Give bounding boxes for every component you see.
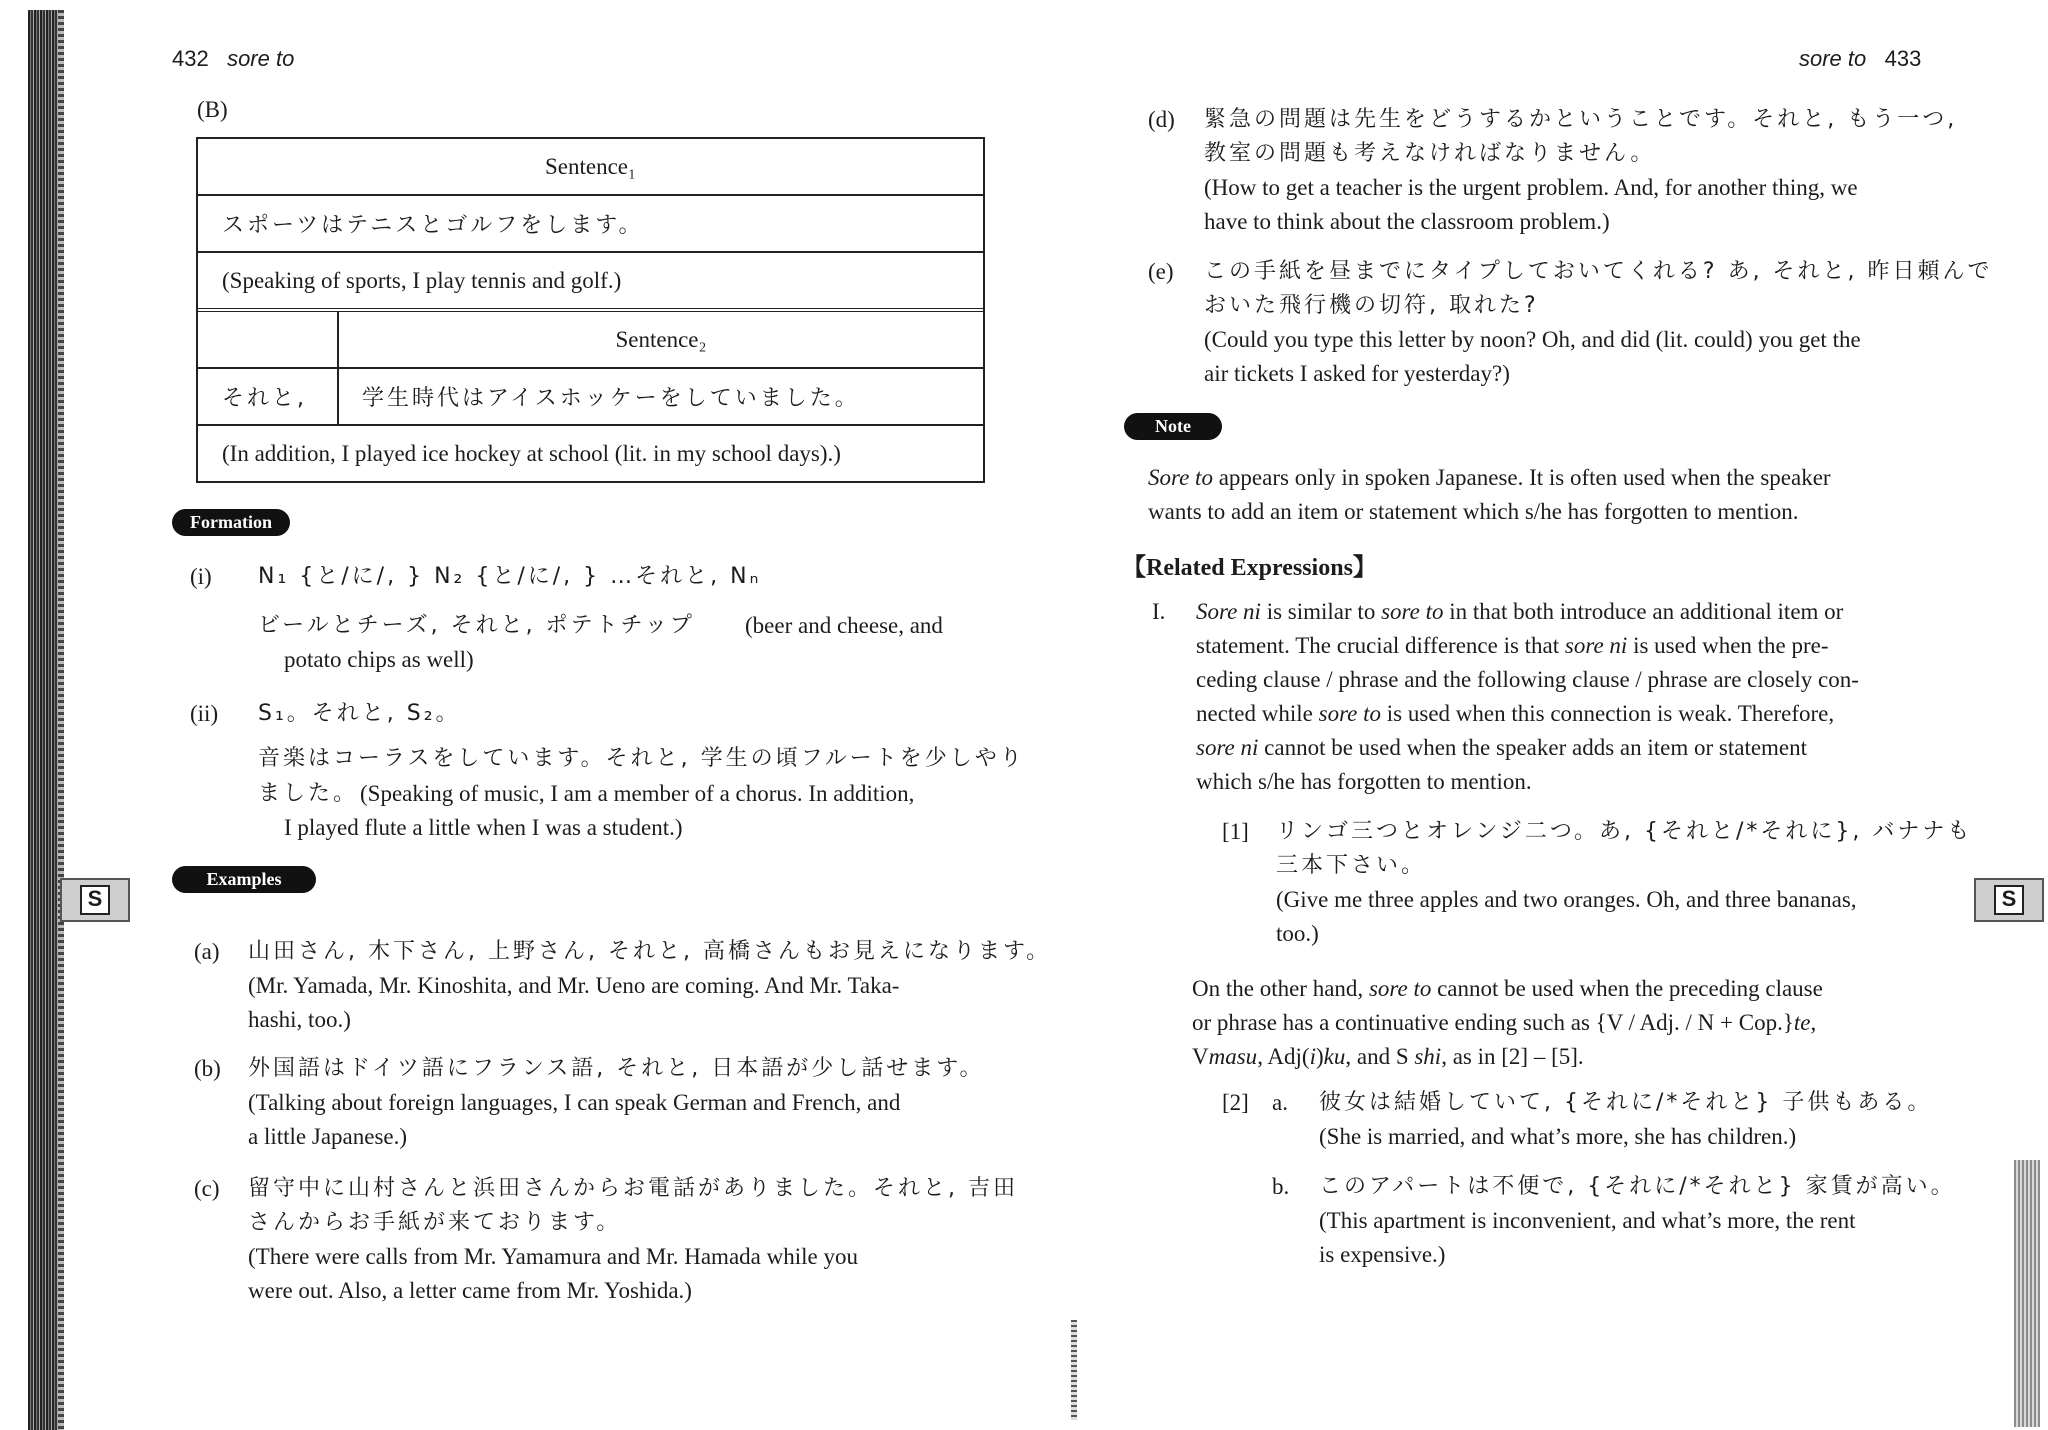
example-a-jp: 山田さん, 木下さん, 上野さん, それと, 高橋さんもお見えになります。 (248, 939, 1052, 964)
formation-ii-pattern: S₁。それと, S₂。 (258, 701, 461, 726)
note-line-2: wants to add an item or statement which s/he has forgotten to mention. (1148, 499, 1799, 524)
table-divider (337, 369, 339, 424)
related-I-line: sore ni cannot be used when the speaker adds an item or statement (1196, 735, 1808, 760)
example-e-label: (e) (1148, 259, 1174, 284)
other-hand-line: On the other hand, sore to cannot be used when the preceding clause (1192, 976, 1823, 1001)
sentence2-conj: それと, (222, 386, 307, 411)
sentence2-jp: 学生時代はアイスホッケーをしていました。 (362, 386, 860, 411)
example-d-jp-2: 教室の問題も考えなければなりません。 (1204, 141, 1656, 166)
section-label: (B) (197, 97, 228, 122)
sentence-table (196, 137, 985, 483)
sentence1-en: (Speaking of sports, I play tennis and golf.) (222, 267, 622, 293)
example-e-jp: この手紙を昼までにタイプしておいてくれる? あ, それと, 昨日頼んで (1204, 259, 1993, 284)
formation-ii-example-en-2: I played flute a little when I was a student.) (284, 815, 683, 840)
sentence1-jp: スポーツはテニスとゴルフをします。 (222, 213, 644, 238)
related-I-line: Sore ni is similar to sore to in that both introduce an additional item or (1196, 599, 1844, 624)
example-2b-jp: このアパートは不便で, {それに/*それと} 家賃が高い。 (1319, 1174, 1956, 1199)
example-1-en-2: too.) (1276, 921, 1319, 946)
section-tab-letter: S (1994, 885, 2024, 915)
formation-i-num: (i) (190, 564, 212, 589)
formation-i-example-en-2: potato chips as well) (284, 647, 474, 672)
example-e-en-2: air tickets I asked for yesterday?) (1204, 361, 1510, 386)
example-a-label: (a) (194, 939, 220, 964)
related-I-line: statement. The crucial difference is that sore ni is used when the pre- (1196, 633, 1829, 658)
table-row (198, 312, 983, 369)
formation-ii-example-jp: 音楽はコーラスをしています。それと, 学生の頃フルートを少しやり (258, 746, 1025, 771)
example-d-label: (d) (1148, 107, 1175, 132)
note-pill: Note (1124, 413, 1222, 440)
left-page-number: 432 (172, 46, 209, 71)
formation-ii-example-en: (Speaking of music, I am a member of a chorus. In addition, (360, 781, 915, 806)
table-row (198, 139, 983, 196)
note-line-1 (1148, 461, 1831, 495)
example-d-en: (How to get a teacher is the urgent problem. And, for another thing, we (1204, 175, 1858, 200)
sentence2-header: Sentence₂ (615, 326, 707, 352)
example-2a-en: (She is married, and what’s more, she has children.) (1319, 1124, 1797, 1149)
right-running-title: sore to (1799, 46, 1867, 71)
examples-pill: Examples (172, 866, 316, 893)
sentence1-header: Sentence₁ (544, 153, 637, 179)
formation-i-pattern: N₁ {と/に/, } N₂ {と/に/, } …それと, Nₙ (258, 564, 762, 589)
other-hand-line: Vmasu, Adj(i)ku, and S shi, as in [2] – [5]. (1192, 1044, 1584, 1069)
related-I-line: nected while sore to is used when this connection is weak. Therefore, (1196, 701, 1835, 726)
related-I-line: ceding clause / phrase and the following clause / phrase are closely con- (1196, 667, 1859, 692)
section-tab-right (1974, 878, 2044, 922)
formation-ii-example-jp-2: ました。 (258, 781, 359, 806)
example-1-jp: リンゴ三つとオレンジ二つ。あ, {それと/*それに}, バナナも (1276, 819, 1973, 844)
example-2a-label: a. (1272, 1090, 1288, 1115)
related-expressions-heading: 【Related Expressions】 (1122, 555, 1377, 581)
section-tab-left (60, 878, 130, 922)
note-em: Sore to (1148, 465, 1213, 490)
example-2-label: [2] (1222, 1090, 1249, 1115)
example-c-en-2: were out. Also, a letter came from Mr. Yoshida.) (248, 1278, 692, 1303)
left-running-head (172, 46, 294, 72)
section-tab-letter: S (80, 885, 110, 915)
related-I-line: which s/he has forgotten to mention. (1196, 769, 1532, 794)
example-a-en: (Mr. Yamada, Mr. Kinoshita, and Mr. Ueno are coming. And Mr. Taka- (248, 973, 900, 998)
formation-pill: Formation (172, 509, 290, 536)
example-2b-label: b. (1272, 1174, 1290, 1199)
table-row (198, 369, 983, 426)
example-2b-en-2: is expensive.) (1319, 1242, 1446, 1267)
formation-ii-num: (ii) (190, 701, 219, 726)
example-1-jp-2: 三本下さい。 (1276, 853, 1427, 878)
example-c-en: (There were calls from Mr. Yamamura and Mr. Hamada while you (248, 1244, 858, 1269)
example-b-en-2: a little Japanese.) (248, 1124, 408, 1149)
example-c-jp: 留守中に山村さんと浜田さんからお電話がありました。それと, 吉田 (248, 1176, 1018, 1201)
example-1-label: [1] (1222, 819, 1249, 844)
example-c-jp-2: さんからお手紙が来ております。 (248, 1210, 622, 1235)
example-d-en-2: have to think about the classroom problem.) (1204, 209, 1610, 234)
example-b-label: (b) (194, 1056, 221, 1081)
example-a-en-2: hashi, too.) (248, 1007, 351, 1032)
formation-i-example-jp: ビールとチーズ, それと, ポテトチップ (258, 613, 695, 638)
note-rest: appears only in spoken Japanese. It is often used when the speaker (1212, 465, 1831, 490)
table-row (198, 196, 983, 253)
right-running-head (1799, 46, 1921, 72)
example-b-jp: 外国語はドイツ語にフランス語, それと, 日本語が少し話せます。 (248, 1056, 985, 1081)
right-page-number: 433 (1884, 46, 1922, 71)
example-b-en: (Talking about foreign languages, I can speak German and French, and (248, 1090, 901, 1115)
example-e-en: (Could you type this letter by noon? Oh, and did (lit. could) you get the (1204, 327, 1861, 352)
example-1-en: (Give me three apples and two oranges. Oh, and three bananas, (1276, 887, 1857, 912)
left-running-title: sore to (227, 46, 295, 71)
right-page (1024, 0, 2048, 1427)
example-e-jp-2: おいた飛行機の切符, 取れた? (1204, 293, 1539, 318)
related-I-label: I. (1152, 599, 1166, 624)
example-d-jp: 緊急の問題は先生をどうするかということです。それと, もう一つ, (1204, 107, 1958, 132)
formation-i-example-en: (beer and cheese, and (745, 613, 943, 638)
other-hand-line: or phrase has a continuative ending such as {V / Adj. / N + Cop.}te, (1192, 1010, 1817, 1035)
example-c-label: (c) (194, 1176, 220, 1201)
table-row (198, 253, 983, 312)
table-row (198, 426, 983, 481)
example-2a-jp: 彼女は結婚していて, {それに/*それと} 子供もある。 (1319, 1090, 1933, 1115)
sentence2-en: (In addition, I played ice hockey at school (lit. in my school days).) (222, 440, 841, 466)
example-2b-en: (This apartment is inconvenient, and what’s more, the rent (1319, 1208, 1856, 1233)
